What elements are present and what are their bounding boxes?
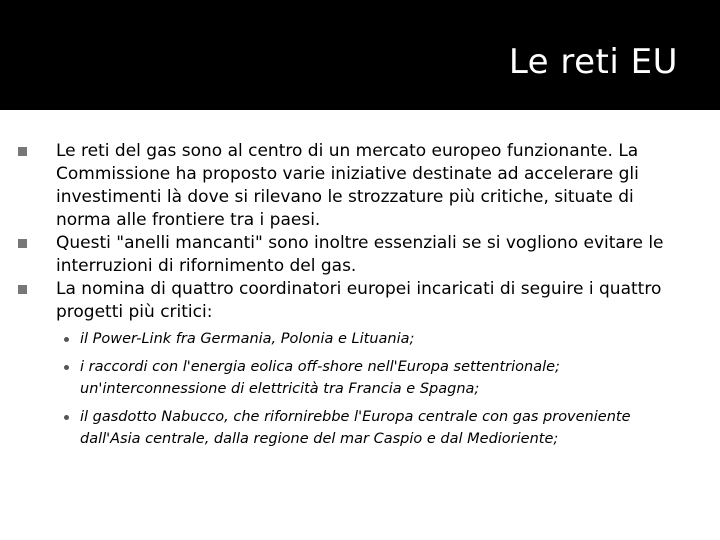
bullet-text: Le reti del gas sono al centro di un mercato europeo funzionante. La Commissione ha proposto varie iniziative destinate ad accelerare gli investimenti là dove si rilevano le strozzature più critiche, situate di norma alle frontiere tra i paesi.: [56, 141, 639, 230]
bullet-item: [56, 140, 676, 232]
sub-bullet-list: [70, 328, 686, 450]
slide-title: Le reti EU: [508, 42, 678, 82]
bullet-item: [56, 232, 676, 278]
sub-bullet-text: i raccordi con l'energia eolica off-shore nell'Europa settentrionale; un'interconnessione di elettricità tra Francia e Spagna;: [80, 359, 560, 397]
square-bullet-icon: [18, 285, 27, 294]
bullet-text: Questi "anelli mancanti" sono inoltre essenziali se si vogliono evitare le interruzioni di rifornimento del gas.: [56, 233, 664, 276]
dot-bullet-icon: [64, 365, 69, 370]
square-bullet-icon: [18, 147, 27, 156]
sub-bullet-text: il Power-Link fra Germania, Polonia e Lituania;: [80, 331, 415, 347]
sub-bullet-item: [70, 328, 675, 350]
dot-bullet-icon: [64, 337, 69, 342]
sub-bullet-item: [70, 406, 675, 450]
title-bar: [0, 0, 720, 110]
dot-bullet-icon: [64, 415, 69, 420]
sub-bullet-text: il gasdotto Nabucco, che rifornirebbe l'Europa centrale con gas proveniente dall'Asia centrale, dalla regione del mar Caspio e dal Medioriente;: [80, 409, 631, 447]
square-bullet-icon: [18, 239, 27, 248]
bullet-text: La nomina di quattro coordinatori europei incaricati di seguire i quattro progetti più critici:: [56, 279, 662, 322]
slide-content: [56, 140, 686, 456]
sub-bullet-item: [70, 356, 675, 400]
bullet-item: [56, 278, 676, 324]
